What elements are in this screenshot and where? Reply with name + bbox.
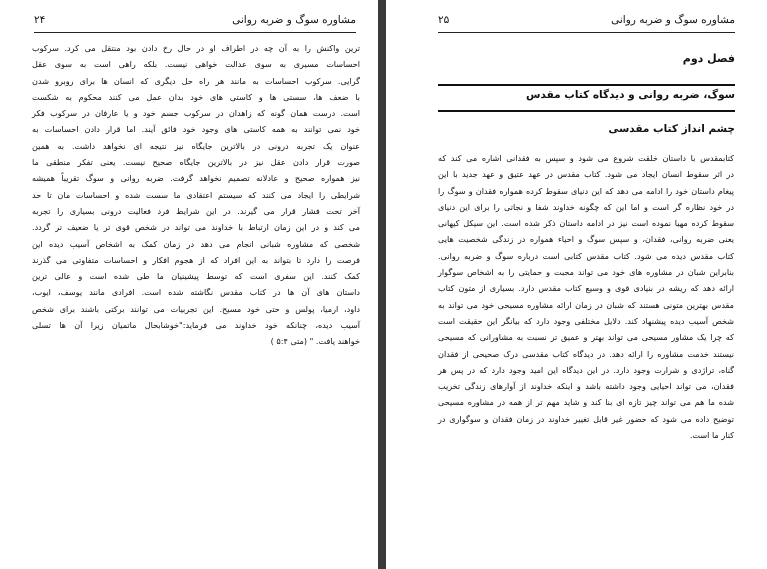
text-line: است. درست همان گونه که زاهدان در سرکوب جسم خود و یا عارفان در سرکوب فکر: [32, 108, 360, 119]
section-title-box: [438, 84, 735, 112]
text-line: در اثر سقوط انسان ایجاد می شود. کتاب مقدس در عهد عتیق و عهد جدید با این: [438, 169, 734, 180]
left-running-header: [34, 14, 356, 33]
text-line: خواهند یافت. " (متی ۵:۴ ): [270, 336, 360, 347]
text-line: ارائه دهد که ریشه در بنیادی قوی و وسیع کتاب مقدس دارد. بسیاری از متون کتاب: [438, 283, 734, 294]
book-gutter: [378, 0, 386, 569]
right-running-header: [438, 14, 735, 33]
text-line: آخر تحت فشار قرار می گیرند. در این شرایط فرد فعالیت درونی بسیاری را تجربه: [32, 205, 360, 216]
text-line: خود نمی توانند به همه کاستی های وجود خود فائق آیند. اما قرار دادن احساسات به: [32, 124, 360, 135]
text-line: احساسات مسیری به سوی عدالت خواهی نیست. بلکه راهی است به سوی عقل: [32, 59, 360, 70]
text-line: کتابمقدس با داستان خلقت شروع می شود و سپس به فقدانی اشاره می کند که: [438, 153, 734, 163]
left-body-text: [32, 40, 360, 350]
text-line: پیغام داستان خود را ادامه می دهد که این دنیای سقوط کرده همواره فقدان و سوگ را: [438, 185, 734, 196]
chapter-label: فصل دوم: [682, 52, 735, 65]
text-line: نیستند خدمت مشاوره را ارائه دهد. در دیدگاه کتاب مقدسی درک صحیحی از فقدان: [438, 348, 734, 359]
text-line: بنابراین شبان در مشاوره های خود می تواند محبت و حمایتی را به اشخاص سوگوار: [438, 267, 734, 278]
text-line: سقوط کرده مهیا نموده است نیز در ادامه داستان ذکر شده است. این سیکل کیهانی: [438, 218, 734, 229]
left-header-title: مشاوره سوگ و ضربه روانی: [232, 14, 356, 26]
text-line: گناه، تراژدی و شرارت وجود دارد. در این دیدگاه این امید وجود دارد که در پس هر: [438, 364, 734, 375]
text-line: کتاب مقدس دیده می شود. کتاب مقدس کتابی است درباره سوگ و ضربه روانی.: [438, 250, 734, 261]
text-line: یعنی ضربه روانی، فقدان، و سپس سوگ و احیاء همواره در زندگی شخصیت هایی: [438, 234, 734, 245]
text-line: کنار ما است.: [689, 430, 734, 441]
right-body-text: [438, 150, 734, 443]
text-line: عنوان یک تجربه درونی در بالاترین جایگاه نیز نتیجه ای نخواهد داشت. به همین: [32, 140, 360, 151]
text-line: با ضعف ها، سستی ها و کاستی های خود بدان عمل می کنند محکوم به شکست: [32, 91, 360, 102]
text-line: فرصت را دارد تا بتواند به این افراد که از هجوم افکار و احساسات متفاوتی می گذرند: [32, 254, 360, 265]
right-header-title: مشاوره سوگ و ضربه روانی: [611, 14, 735, 26]
text-line: داستان های آن ها در کتاب مقدس نگاشته شده است. افرادی مانند یوسف، ایوب،: [32, 287, 360, 298]
right-page-number: ۲۵: [438, 14, 450, 26]
text-line: می کند و در این زمان ارتباط با خداوند می تواند در شخص قوی تر یا ضعیف تر گردد.: [32, 222, 360, 233]
text-line: مقدس بهترین متونی هستند که شبان در زمان ارائه مشاوره مسیحی خود می تواند به: [438, 299, 734, 310]
text-line: کمک کنند. این سفری است که توسط پیشینیان ما طی شده است و عالی ترین: [32, 271, 360, 282]
text-line: داود، ارمیا، پولس و حتی خود مسیح. این تجربیات می توانند برکتی باشند برای شخص: [32, 303, 360, 314]
text-line: در خود نظاره گر است و اما این که چگونه خداوند شفا و نجاتی را برای این دنیای: [438, 201, 734, 212]
text-line: گرایی. سرکوب احساسات به مانند هر راه حل دیگری که انسان ها برای روبرو شدن: [32, 75, 360, 86]
text-line: شخص آسیب دیده پیشنهاد کند. دلایل مختلفی وجود دارد که بیانگر این حقیقت است: [438, 315, 734, 326]
section-title: سوگ، ضربه روانی و دیدگاه کتاب مقدس: [526, 89, 735, 101]
left-page: [0, 0, 378, 569]
left-page-number: ۲۴: [34, 14, 46, 26]
text-line: شده ما هم می تواند چیز تازه ای بنا کند و شاید مهم تر از همه در مشاوره مسیحی: [438, 397, 734, 408]
text-line: توضیح داده می شود که حضور غیر قابل تغییر خداوند در زمان فقدان و سوگواری در: [438, 413, 734, 424]
text-line: شخصی که مشاوره شبانی انجام می دهد در زمان کمک به اشخاص آسیب دیده این: [32, 238, 360, 249]
text-line: آسیب دیده، چنانکه خود خداوند می فرماید:"خوشابحال ماتمیان زیرا آن ها تسلی: [32, 320, 360, 331]
text-line: ترین واکنش را به آن چه در اطراف او در حال رخ دادن بود منتقل می کرد. سرکوب: [32, 43, 360, 53]
subheading: چشم انداز کتاب مقدسی: [608, 123, 735, 135]
text-line: که چرا یک مشاور مسیحی می تواند بهتر و عمیق تر نسبت به مشاورانی که مسیحی: [438, 332, 734, 343]
text-line: شرایطی را ایجاد می کنند که سیستم اعتقادی ما سست شده و احساسات مان تا حد: [32, 189, 360, 200]
right-page: [386, 0, 767, 569]
text-line: صورت قرار دادن عقل نیز در بالاترین جایگاه صحیح نیست. یعنی تفکر منطقی ما: [32, 157, 360, 168]
text-line: نیز همواره صحیح و عادلانه تصمیم نخواهد گرفت. ضربه روانی و سوگ تقریباً همیشه: [32, 173, 360, 184]
text-line: فقدان، می تواند احیایی وجود داشته باشد و اینکه خداوند از آوارهای زندگی تخریب: [438, 381, 734, 392]
